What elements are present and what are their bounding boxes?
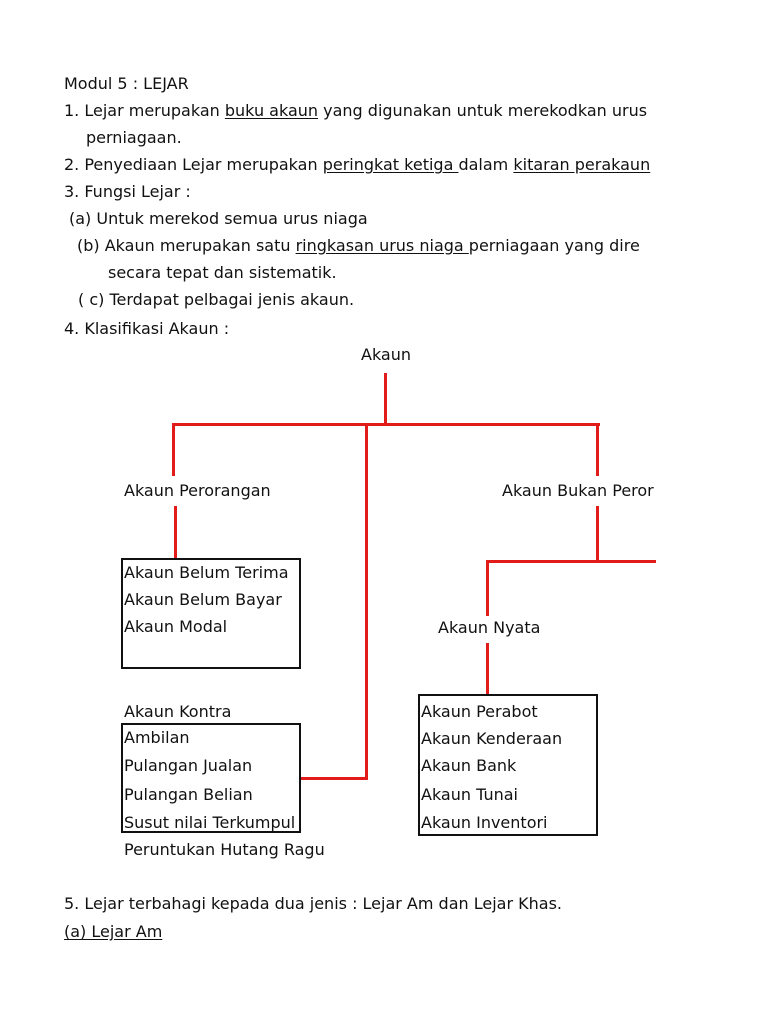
point-2-text-cont: dalam [458, 155, 514, 174]
point-2-underlined-1: peringkat ketiga [322, 155, 459, 174]
point-4: 4. Klasifikasi Akaun : [64, 319, 230, 338]
contra-account-item: Ambilan [124, 728, 190, 747]
point-1-line-2: perniagaan. [86, 128, 182, 147]
real-account-item: Akaun Tunai [421, 785, 518, 804]
point-1 [64, 101, 647, 121]
personal-account-item: Akaun Belum Bayar [124, 590, 282, 609]
point-2-underlined-2: kitaran perakaun [513, 155, 651, 174]
node-real: Akaun Nyata [438, 618, 541, 637]
connector-real-to-box [486, 643, 489, 695]
connector-impersonal-stem [596, 506, 599, 561]
connector-real-drop [486, 560, 489, 616]
connector-contra-horizontal [300, 777, 368, 780]
point-3b-text: (b) Akaun merupakan satu [77, 236, 296, 255]
node-akaun: Akaun [361, 345, 412, 364]
real-account-item: Akaun Kenderaan [421, 729, 563, 748]
contra-account-item: Peruntukan Hutang Ragu [124, 840, 325, 859]
personal-account-item: Akaun Modal [124, 617, 228, 636]
real-account-item: Akaun Bank [421, 756, 517, 775]
connector-impersonal-horizontal [486, 560, 656, 563]
connector-root-stem [384, 373, 387, 425]
point-5: 5. Lejar terbahagi kepada dua jenis : Lejar Am dan Lejar Khas. [64, 894, 562, 913]
contra-account-item: Pulangan Jualan [124, 756, 253, 775]
point-1-text-cont: yang digunakan untuk merekodkan urus [318, 101, 648, 120]
point-3c: ( c) Terdapat pelbagai jenis akaun. [78, 290, 355, 309]
point-5a: (a) Lejar Am [64, 922, 163, 941]
connector-personal-to-box [174, 506, 177, 560]
personal-account-item: Akaun Belum Terima [124, 563, 289, 582]
point-3b-underlined: ringkasan urus niaga [295, 236, 469, 255]
point-3: 3. Fungsi Lejar : [64, 182, 191, 201]
connector-impersonal-drop [596, 423, 599, 476]
point-3b [77, 236, 640, 256]
node-impersonal: Akaun Bukan Peror [502, 481, 654, 500]
node-personal: Akaun Perorangan [124, 481, 271, 500]
point-3b-line-2: secara tepat dan sistematik. [108, 263, 337, 282]
contra-account-item: Susut nilai Terkumpul [124, 813, 296, 832]
connector-contra-vertical [365, 423, 368, 780]
point-1-text: 1. Lejar merupakan [64, 101, 225, 120]
real-account-item: Akaun Inventori [421, 813, 548, 832]
point-2-text: 2. Penyediaan Lejar merupakan [64, 155, 323, 174]
blank-margin [656, 0, 768, 1024]
point-3b-text-cont: perniagaan yang dire [468, 236, 640, 255]
node-contra: Akaun Kontra [124, 702, 232, 721]
point-3a: (a) Untuk merekod semua urus niaga [69, 209, 368, 228]
contra-account-item: Pulangan Belian [124, 785, 253, 804]
connector-top-horizontal [172, 423, 600, 426]
point-1-underlined: buku akaun [224, 101, 319, 120]
module-title: Modul 5 : LEJAR [64, 74, 189, 93]
real-account-item: Akaun Perabot [421, 702, 538, 721]
connector-personal-drop [172, 423, 175, 476]
point-2 [64, 155, 650, 175]
